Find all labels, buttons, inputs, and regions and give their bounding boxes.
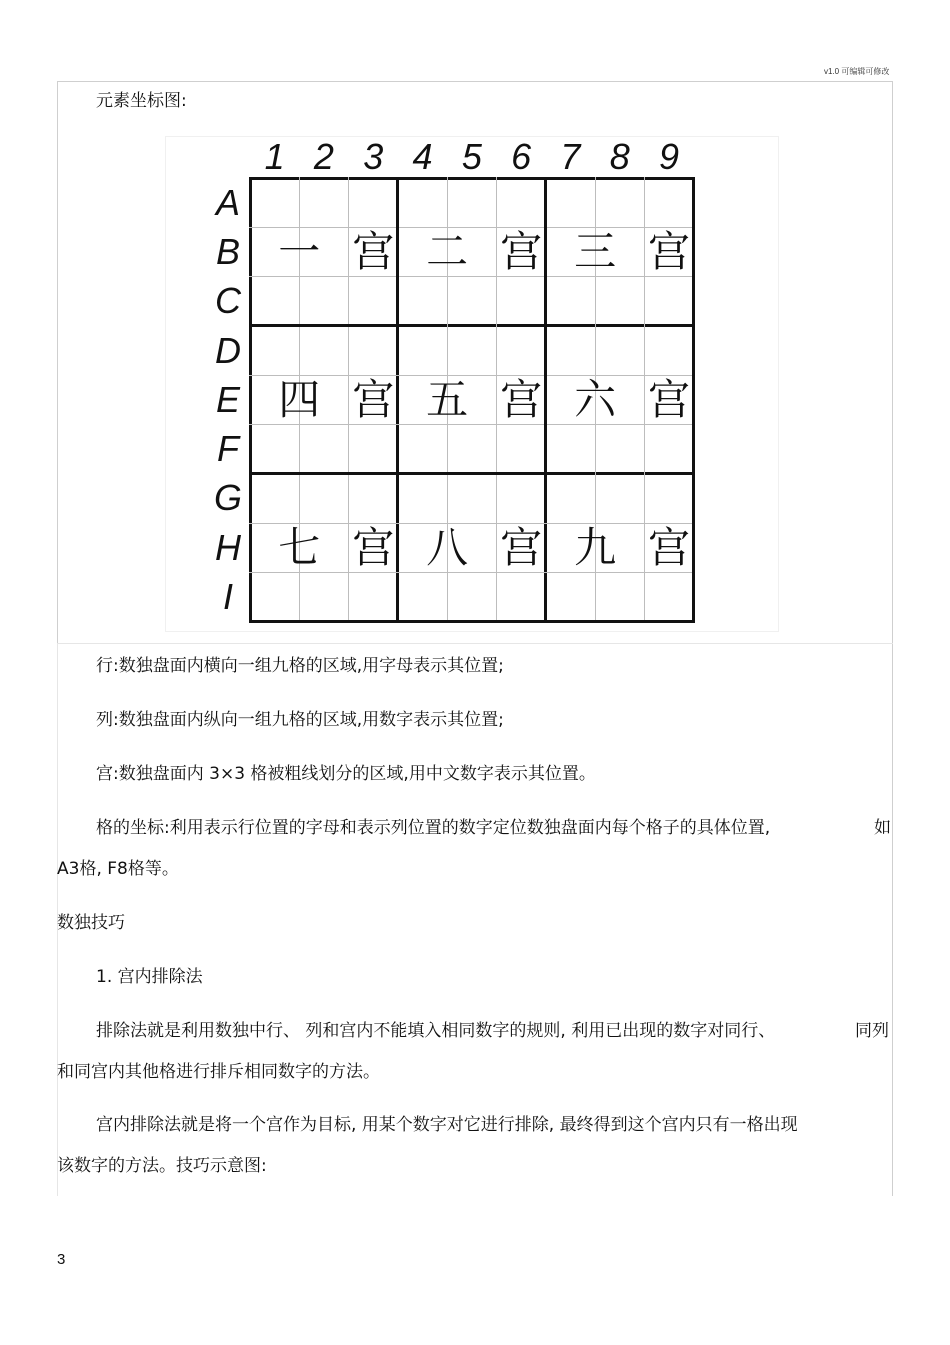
row-label-I: I [222,576,233,618]
sudoku-coordinate-figure [166,137,778,631]
column-label-7: 7 [560,136,581,177]
frame-separator [57,643,893,644]
thick-grid-line [249,324,695,327]
version-tag: v1.0 可编辑可修改 [824,67,890,76]
box-label-9-2: 宫 [648,522,691,572]
column-label-6: 6 [511,136,532,177]
box-label-5-2: 宫 [500,374,543,424]
column-label-9: 9 [659,136,680,177]
row-label-A: A [215,181,240,223]
column-definition: 列:数独盘面内纵向一组九格的区域,用数字表示其位置; [96,710,504,730]
box-label-2-2: 宫 [500,226,543,276]
exclusion-paragraph-line1-tail: 同列 [855,1021,889,1041]
box-definition: 宫:数独盘面内 3×3 格被粗线划分的区域,用中文数字表示其位置。 [96,764,596,784]
page-number: 3 [57,1251,66,1268]
row-label-C: C [215,280,241,322]
column-label-2: 2 [313,136,334,177]
thick-grid-line [249,620,695,623]
box-label-6-1: 六 [574,374,617,424]
box-label-8-1: 八 [426,522,469,572]
box-label-1-1: 一 [278,226,321,276]
row-label-E: E [215,378,240,420]
coordinate-definition-line1: 格的坐标:利用表示行位置的字母和表示列位置的数字定位数独盘面内每个格子的具体位置, [96,818,771,838]
row-label-G: G [213,477,242,519]
thick-grid-line [249,177,695,180]
box-label-7-2: 宫 [352,522,395,572]
row-label-D: D [215,329,241,371]
box-exclusion-paragraph-line1: 宫内排除法就是将一个宫作为目标, 用某个数字对它进行排除, 最终得到这个宫内只有一格出现 [96,1115,798,1135]
box-label-9-1: 九 [574,522,617,572]
row-label-F: F [217,428,239,470]
box-label-8-2: 宫 [500,522,543,572]
frame-left-border [57,81,58,643]
box-label-6-2: 宫 [648,374,691,424]
box-label-1-2: 宫 [352,226,395,276]
frame-right-border [892,81,893,1196]
coordinate-definition-line1-tail: 如 [874,818,891,838]
thick-grid-line [249,177,252,623]
exclusion-paragraph-line2: 和同宫内其他格进行排斥相同数字的方法。 [57,1062,380,1082]
row-label-H: H [215,526,241,568]
figure-caption: 元素坐标图: [96,91,187,111]
box-exclusion-paragraph-line2: 该数字的方法。技巧示意图: [57,1156,267,1176]
box-label-7-1: 七 [278,522,321,572]
column-label-5: 5 [461,136,482,177]
box-label-4-1: 四 [278,374,321,424]
frame-top-border [57,81,893,82]
column-label-1: 1 [264,136,285,177]
row-label-B: B [215,230,240,272]
box-label-2-1: 二 [426,226,469,276]
box-label-3-1: 三 [574,226,617,276]
coordinate-definition-line2: A3格, F8格等。 [57,859,179,879]
column-label-3: 3 [363,136,384,177]
exclusion-paragraph-line1: 排除法就是利用数独中行、 列和宫内不能填入相同数字的规则, 利用已出现的数字对同行、 [96,1021,776,1041]
section-title: 数独技巧 [57,913,125,933]
box-label-5-1: 五 [426,374,469,424]
box-label-4-2: 宫 [352,374,395,424]
column-label-8: 8 [609,136,630,177]
thick-grid-line [249,472,695,475]
row-definition: 行:数独盘面内横向一组九格的区域,用字母表示其位置; [96,656,504,676]
box-label-3-2: 宫 [648,226,691,276]
column-label-4: 4 [412,136,433,177]
list-item-1: 1. 宫内排除法 [96,967,203,987]
